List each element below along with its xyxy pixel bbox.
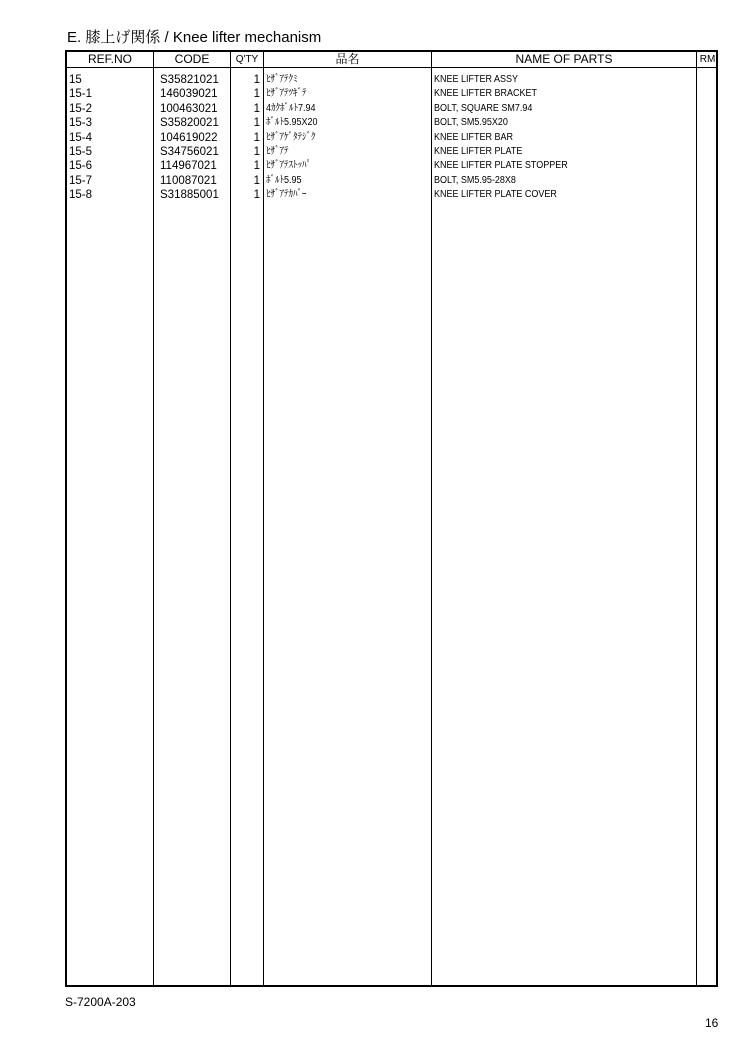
cell-qty: 1 bbox=[253, 102, 260, 115]
cell-name-jp: ﾋｻﾞｱﾃﾂｷﾞﾃ bbox=[266, 88, 307, 100]
cell-name-en: KNEE LIFTER PLATE COVER bbox=[434, 189, 557, 201]
cell-ref-no: 15-6 bbox=[69, 160, 93, 173]
table-header bbox=[67, 52, 716, 68]
table-body bbox=[67, 73, 716, 203]
cell-name-jp: ﾎﾞﾙﾄ5.95X20 bbox=[266, 117, 318, 129]
cell-code: S34756021 bbox=[160, 145, 219, 158]
table-row bbox=[67, 188, 716, 202]
table-row bbox=[67, 73, 716, 87]
cell-name-jp: ﾎﾞﾙﾄ5.95 bbox=[266, 174, 302, 186]
table-row bbox=[67, 174, 716, 188]
page-title: E. 膝上げ関係 / Knee lifter mechanism bbox=[67, 29, 322, 46]
cell-code: S31885001 bbox=[160, 189, 219, 202]
page-number: 16 bbox=[705, 1016, 719, 1030]
cell-qty: 1 bbox=[253, 131, 260, 144]
header-rm: RM bbox=[699, 54, 716, 65]
cell-code: S35821021 bbox=[160, 74, 219, 86]
cell-code: 100463021 bbox=[160, 102, 218, 115]
header-qty: Q'TY bbox=[235, 54, 259, 65]
table-row bbox=[67, 159, 716, 173]
cell-name-jp: 4ｶｸﾎﾞﾙﾄ7.94 bbox=[266, 102, 316, 114]
cell-ref-no: 15-8 bbox=[69, 189, 93, 202]
cell-ref-no: 15-5 bbox=[69, 145, 93, 158]
cell-name-jp: ﾋｻﾞｱﾃｽﾄｯﾊﾟ bbox=[266, 160, 311, 172]
cell-code: 114967021 bbox=[160, 160, 217, 173]
cell-name-jp: ﾋｻﾞｱｹﾞﾀﾃｼﾞｸ bbox=[266, 131, 316, 143]
cell-qty: 1 bbox=[253, 160, 260, 173]
document-code: S-7200A-203 bbox=[65, 995, 136, 1009]
cell-ref-no: 15-3 bbox=[69, 117, 93, 130]
cell-ref-no: 15-7 bbox=[69, 174, 93, 187]
table-row bbox=[67, 116, 716, 130]
table-row bbox=[67, 145, 716, 159]
cell-name-en: BOLT, SQUARE SM7.94 bbox=[434, 102, 533, 114]
parts-table bbox=[65, 50, 718, 987]
table-row bbox=[67, 131, 716, 145]
header-code: CODE bbox=[174, 52, 210, 66]
cell-ref-no: 15 bbox=[69, 74, 82, 86]
cell-name-en: KNEE LIFTER PLATE bbox=[434, 145, 523, 157]
cell-code: 104619022 bbox=[160, 131, 218, 144]
cell-ref-no: 15-4 bbox=[69, 131, 93, 144]
cell-name-en: KNEE LIFTER ASSY bbox=[434, 74, 519, 85]
cell-name-jp: ﾋｻﾞｱﾃ bbox=[266, 145, 289, 157]
cell-name-en: BOLT, SM5.95-28X8 bbox=[434, 174, 516, 186]
cell-name-en: KNEE LIFTER BRACKET bbox=[434, 88, 538, 100]
cell-name-en: BOLT, SM5.95X20 bbox=[434, 117, 508, 129]
header-ref-no: REF.NO bbox=[87, 52, 132, 66]
cell-ref-no: 15-1 bbox=[69, 88, 93, 101]
cell-ref-no: 15-2 bbox=[69, 102, 93, 115]
cell-name-en: KNEE LIFTER BAR bbox=[434, 131, 514, 143]
cell-code: 146039021 bbox=[160, 88, 218, 101]
table-row bbox=[67, 102, 716, 116]
cell-qty: 1 bbox=[253, 174, 260, 187]
cell-qty: 1 bbox=[253, 145, 260, 158]
cell-name-en: KNEE LIFTER PLATE STOPPER bbox=[434, 160, 568, 172]
table-row bbox=[67, 87, 716, 101]
cell-name-jp: ﾋｻﾞｱﾃｶﾊﾞｰ bbox=[266, 189, 307, 201]
cell-code: 110087021 bbox=[160, 174, 217, 187]
cell-qty: 1 bbox=[253, 74, 260, 86]
cell-name-jp: ﾋｻﾞｱﾃｸﾐ bbox=[266, 74, 298, 85]
header-name-jp: 品名 bbox=[335, 52, 360, 66]
cell-qty: 1 bbox=[253, 189, 260, 202]
cell-qty: 1 bbox=[253, 117, 260, 130]
header-name-en: NAME OF PARTS bbox=[515, 52, 613, 66]
cell-code: S35820021 bbox=[160, 117, 219, 130]
cell-qty: 1 bbox=[253, 88, 260, 101]
